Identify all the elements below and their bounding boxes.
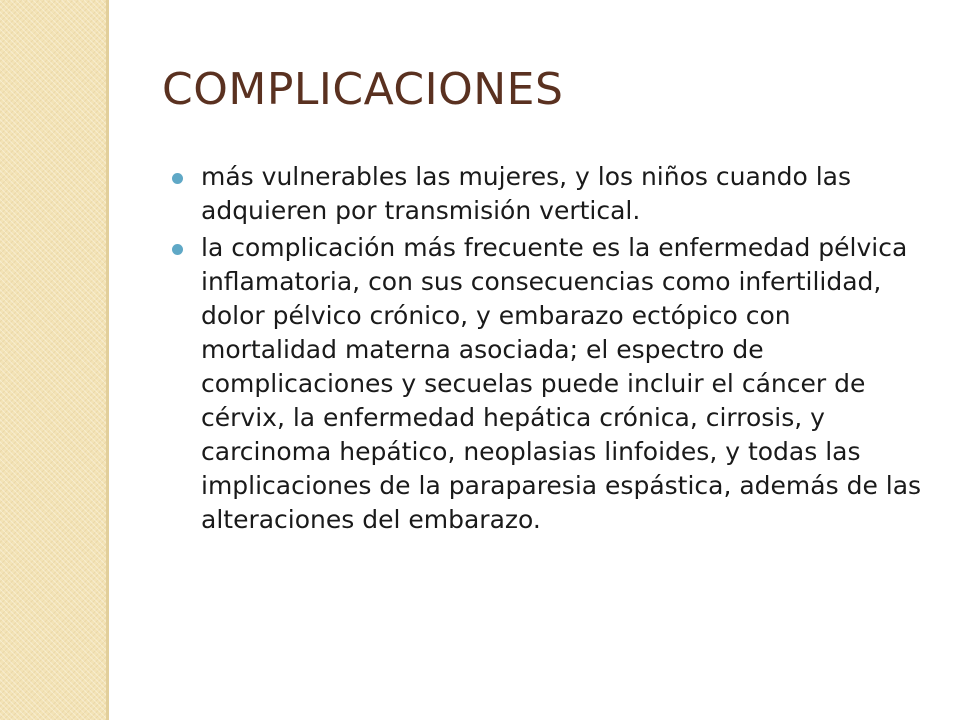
bullet-dot-icon <box>172 244 183 255</box>
bullet-text: más vulnerables las mujeres, y los niños cuando las adquieren por transmisión vertical. <box>201 162 852 225</box>
bullet-dot-icon <box>172 173 183 184</box>
bullet-item-complicacion <box>170 231 930 537</box>
bullet-text: la complicación más frecuente es la enfermedad pélvica inflamatoria, con sus consecuencias como infertilidad, dolor pélvico crónico, y embarazo ectópico con mortalidad materna asociada; el espectro de complicaciones y secuelas puede incluir el cáncer de cérvix, la enfermedad hepática crónica, cirrosis, y carcinoma hepático, neoplasias linfoides, y todas las implicaciones de la paraparesia espástica, además de las alteraciones del embarazo. <box>201 233 922 534</box>
side-band-divider <box>106 0 109 720</box>
slide-title: COMPLICACIONES <box>162 64 564 115</box>
bullet-item-vulnerables <box>170 160 930 228</box>
bullet-list <box>170 160 930 540</box>
decorative-side-band <box>0 0 106 720</box>
